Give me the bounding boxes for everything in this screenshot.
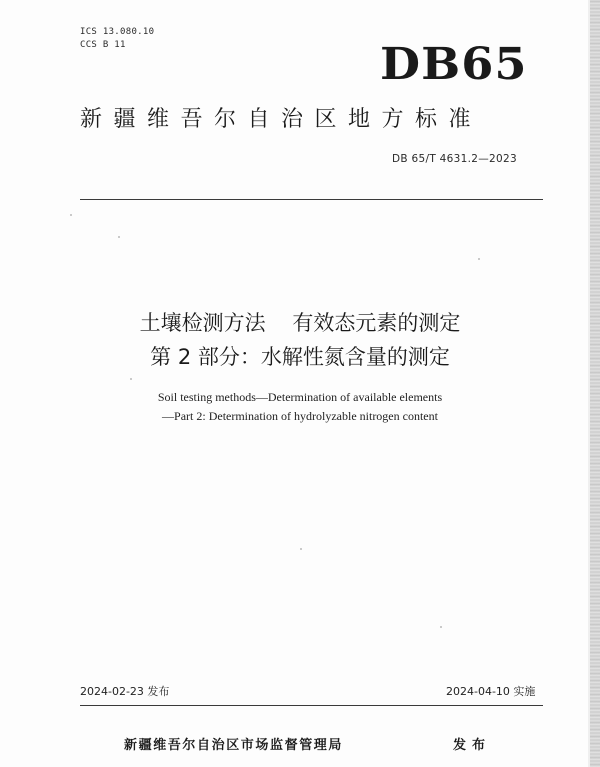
publisher-name: 新疆维吾尔自治区市场监督管理局 [124, 738, 344, 753]
chinese-title-line-2: 第 2 部分：水解性氮含量的测定 [150, 345, 450, 369]
scan-speck [478, 258, 480, 260]
standard-number: DB 65/T 4631.2—2023 [392, 153, 517, 165]
scan-speck [440, 626, 442, 628]
issue-date: 2024-02-23 发布 [80, 685, 170, 698]
footer-divider [80, 705, 543, 706]
scan-speck [118, 236, 120, 238]
ccs-code: CCS B 11 [80, 40, 126, 50]
english-title-line-1: Soil testing methods—Determination of available elements [157, 390, 443, 404]
db-logo: DB65 [380, 39, 528, 90]
ics-code: ICS 13.080.10 [80, 27, 155, 37]
classification-codes [80, 26, 154, 52]
scan-speck [130, 378, 132, 380]
scan-speck [70, 214, 72, 216]
publish-label: 发布 [453, 738, 492, 753]
implementation-date: 2024-04-10 实施 [446, 685, 536, 698]
chinese-title-line-1: 土壤检测方法 有效态元素的测定 [139, 311, 461, 335]
english-title [80, 388, 520, 426]
scan-edge-artifact [590, 0, 600, 767]
english-title-line-2: —Part 2: Determination of hydrolyzable nitrogen content [162, 409, 438, 423]
chinese-title [100, 306, 500, 374]
standard-authority-title: 新疆维吾尔自治区地方标准 [80, 107, 483, 132]
header-divider [80, 199, 543, 200]
scan-speck [300, 548, 302, 550]
